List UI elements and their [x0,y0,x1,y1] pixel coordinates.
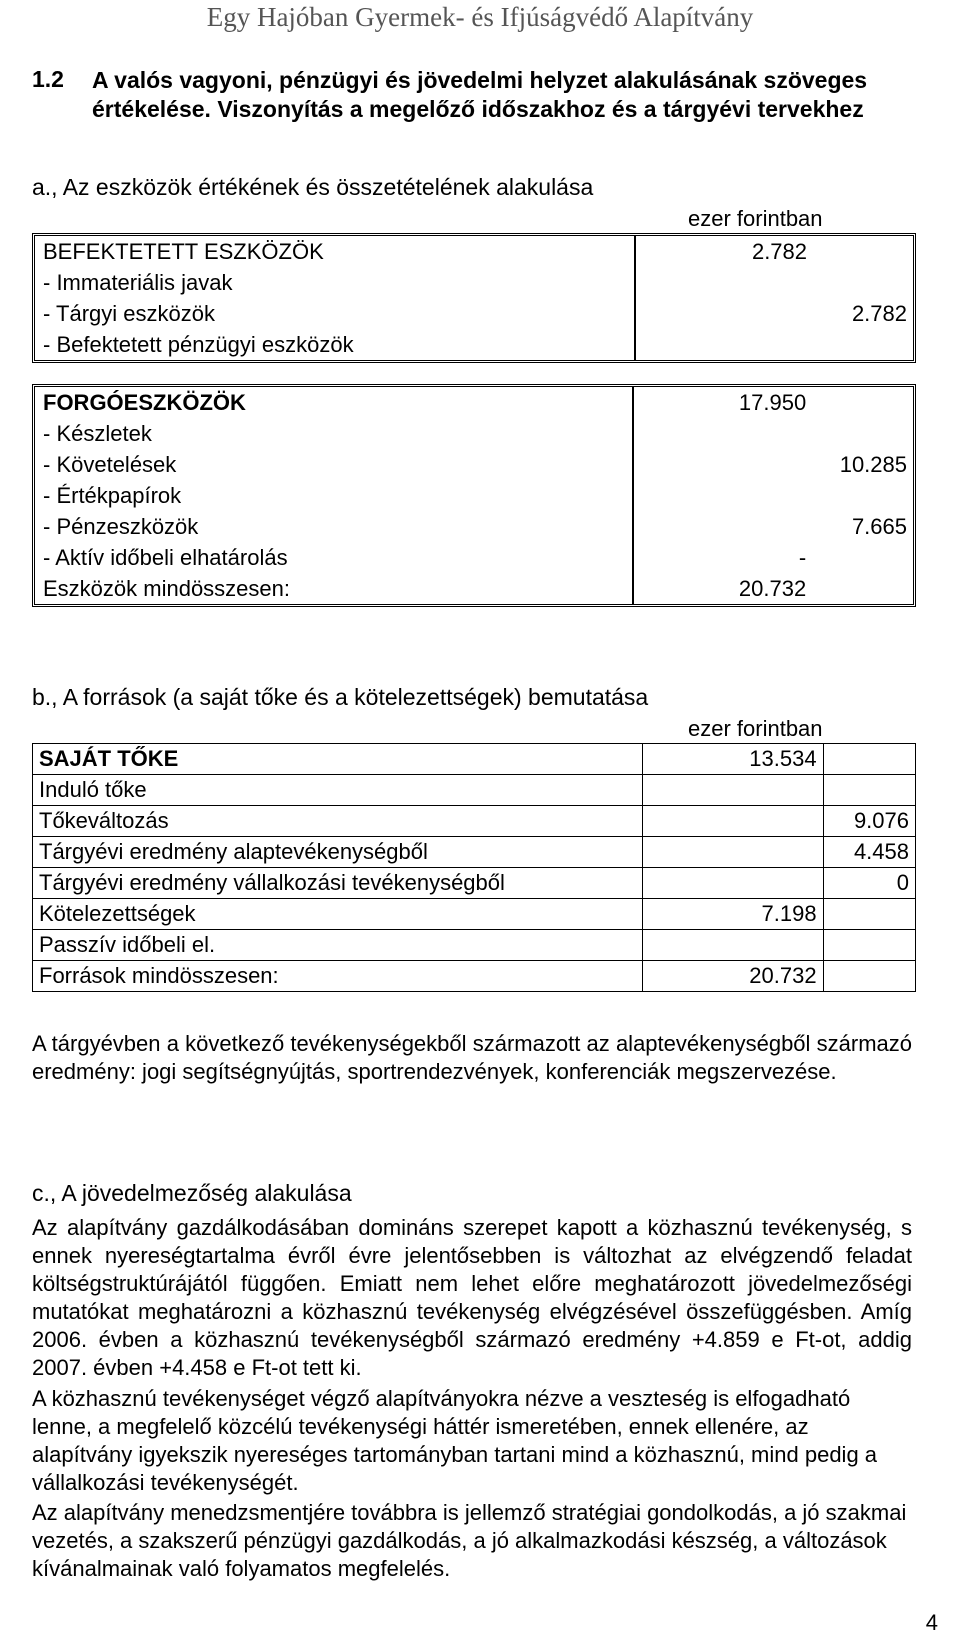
assets-unit: ezer forintban [688,206,823,231]
row-detail: 2.782 [851,301,907,326]
table-row [35,236,913,267]
section-title: A valós vagyoni, pénzügyi és jövedelmi helyzet alakulásának szöveges értékelése. Viszonyítás a megelőző időszakhoz és a tárgyévi tervekhez [92,67,868,122]
row-label: - Befektetett pénzügyi eszközök [35,329,636,360]
row-total: - [798,545,807,570]
row-label: Passzív időbeli el. [33,930,643,961]
row-detail [811,267,913,298]
row-detail [823,775,915,806]
row-detail [823,899,915,930]
row-detail: 7.665 [851,514,907,539]
row-label: Kötelezettségek [33,899,643,930]
table-row [35,387,913,418]
profitability-paragraph-3: Az alapítvány menedzsmentjére továbbra is jellemző stratégiai gondolkodás, a jó szakmai vezetés, a szakszerű pénzügyi gazdálkodás, a jó alkalmazkodási készség, a változások kívánalmainak való folyamatos megfelelés. [32,1500,907,1581]
row-label: - Tárgyi eszközök [35,298,636,329]
profitability-heading: c., A jövedelmezőség alakulása [32,1180,352,1206]
page-number: 4 [925,1610,938,1635]
result-paragraph: A tárgyévben a következő tevékenységekből származott az alaptevékenységből származó eredmény: jogi segítségnyújtás, sportrendezvények, konferenciák megszervezése. [32,1031,912,1084]
row-total: 20.732 [642,961,823,992]
row-label: SAJÁT TŐKE [33,744,643,775]
row-total [634,480,811,511]
sources-heading: b., A források (a saját tőke és a kötelezettségek) bemutatása [32,684,649,710]
row-total [642,868,823,899]
row-detail: 9.076 [823,806,915,837]
table-row [35,542,913,573]
row-detail: 4.458 [823,837,915,868]
row-total: 20.732 [738,576,807,601]
fixed-assets-table [32,233,916,363]
row-label: Tárgyévi eredmény alaptevékenységből [33,837,643,868]
row-label: Induló tőke [33,775,643,806]
row-detail [810,387,913,418]
row-label: - Értékpapírok [35,480,634,511]
row-label: Források mindösszesen: [33,961,643,992]
row-label: - Aktív időbeli elhatárolás [35,542,634,573]
row-label: - Immateriális javak [35,267,636,298]
document-header: Egy Hajóban Gyermek- és Ifjúságvédő Alapítvány [206,2,754,32]
table-row [35,267,913,298]
row-total: 13.534 [642,744,823,775]
row-total [642,775,823,806]
table-row [33,899,916,930]
row-label: Tárgyévi eredmény vállalkozási tevékenységből [33,868,643,899]
row-detail [811,329,913,360]
row-detail: 0 [823,868,915,899]
table-row [35,329,913,360]
row-total: 2.782 [751,239,808,264]
table-row [35,480,913,511]
table-row [33,775,916,806]
assets-heading: a., Az eszközök értékének és összetételének alakulása [32,174,594,200]
row-detail [810,542,913,573]
row-detail: 10.285 [839,452,907,477]
table-row [33,837,916,868]
row-detail [810,418,913,449]
row-detail [823,961,915,992]
row-total [642,837,823,868]
row-detail [810,573,913,604]
row-label: - Követelések [35,449,634,480]
row-detail [823,744,915,775]
table-row [33,806,916,837]
table-row [35,449,913,480]
row-detail [811,236,913,267]
row-detail [810,480,913,511]
profitability-paragraph-2: A közhasznú tevékenységet végző alapítványokra nézve a veszteség is elfogadható lenne, a megfelelő közcélú tevékenységi háttér ismeretében, ennek ellenére, az alapítvány igyekszik nyereséges tartományban tartani mind a közhasznú, mind pedig a vállalkozási tevékenységét. [32,1386,878,1495]
table-row [33,961,916,992]
row-label: FORGÓESZKÖZÖK [35,387,634,418]
row-label: - Pénzeszközök [35,511,634,542]
section-number: 1.2 [32,66,64,92]
row-total [642,806,823,837]
row-total [636,298,811,329]
current-assets-table [32,384,916,607]
sources-unit: ezer forintban [688,716,823,741]
row-detail [823,930,915,961]
row-total [642,930,823,961]
table-row [33,744,916,775]
row-total: 7.198 [642,899,823,930]
row-total: 17.950 [738,390,807,415]
sources-table [32,743,916,992]
row-total [636,329,811,360]
table-row [35,511,913,542]
row-total [634,418,811,449]
row-label: Tőkeváltozás [33,806,643,837]
row-label: BEFEKTETETT ESZKÖZÖK [35,236,636,267]
table-row [33,930,916,961]
row-total [634,511,811,542]
row-total [636,267,811,298]
table-row [35,418,913,449]
table-row [35,573,913,604]
row-label: - Készletek [35,418,634,449]
row-label: Eszközök mindösszesen: [35,573,634,604]
row-total [634,449,811,480]
table-row [35,298,913,329]
table-row [33,868,916,899]
profitability-paragraph-1: Az alapítvány gazdálkodásában domináns szerepet kapott a közhasznú tevékenység, s ennek nyereségtartalma évről évre jelentősebben is változhat az elvégzendő feladat költségstruktúrájától függően. Emiatt nem lehet előre meghatározott jövedelmezőségi mutatókat meghatározni a közhasznú tevékenység elvégzésével összefüggésben. Amíg 2006. évben a közhasznú tevékenységből származó eredmény +4.859 e Ft-ot, addig 2007. évben +4.458 e Ft-ot tett ki. [32,1215,912,1380]
